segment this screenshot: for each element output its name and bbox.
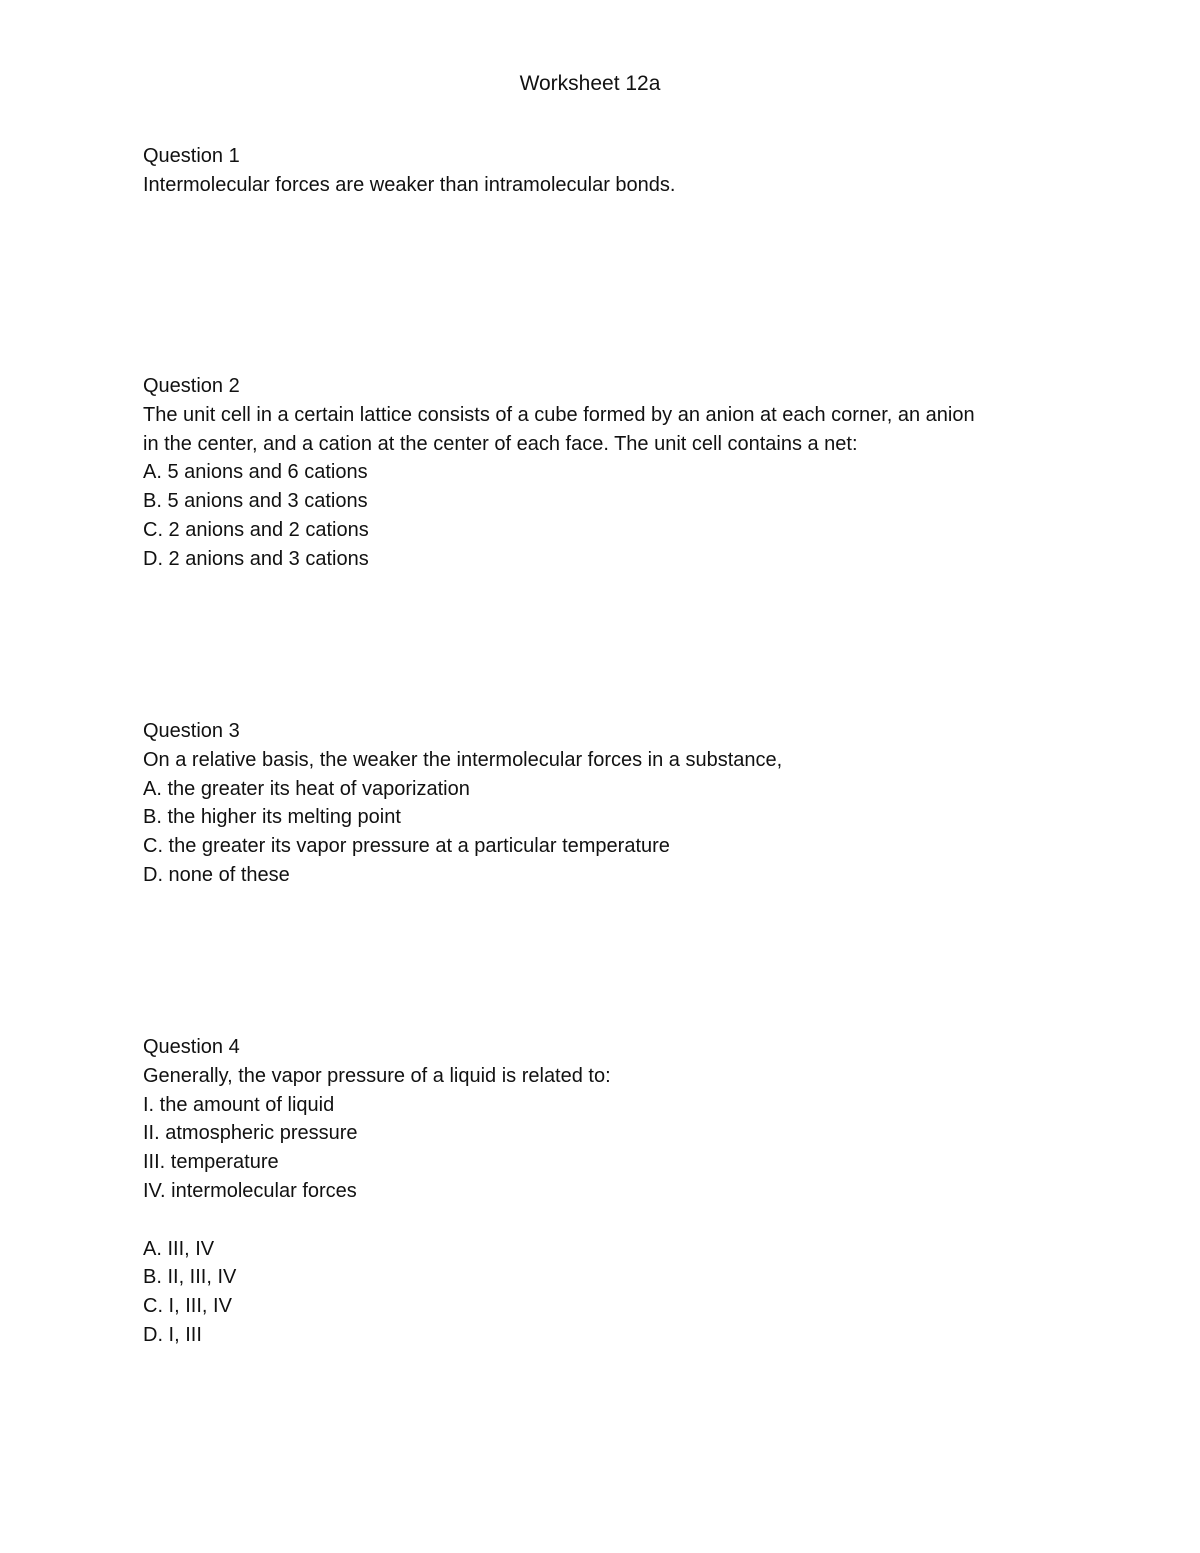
page-title: Worksheet 12a <box>519 72 661 95</box>
answer-choice-c: C. 2 anions and 2 cations <box>143 518 369 541</box>
statement-i: I. the amount of liquid <box>143 1093 335 1116</box>
question-1 <box>143 142 1083 200</box>
answer-choice-a: A. the greater its heat of vaporization <box>143 777 470 800</box>
question-text-line: On a relative basis, the weaker the intermolecular forces in a substance, <box>143 748 783 771</box>
question-text-line: Generally, the vapor pressure of a liquid is related to: <box>143 1064 611 1087</box>
answer-choice-d: D. none of these <box>143 863 290 886</box>
answer-choice-c: C. I, III, IV <box>143 1295 232 1318</box>
question-text-line: in the center, and a cation at the center of each face. The unit cell contains a net: <box>143 432 858 455</box>
question-3 <box>143 717 1083 890</box>
answer-choice-b: B. II, III, IV <box>143 1266 237 1289</box>
question-text-line: Intermolecular forces are weaker than intramolecular bonds. <box>143 173 676 196</box>
answer-choice-b: B. the higher its melting point <box>143 806 401 829</box>
question-heading: Question 4 <box>143 1036 240 1058</box>
answer-choice-d: D. 2 anions and 3 cations <box>143 547 369 570</box>
answer-choice-c: C. the greater its vapor pressure at a particular temperature <box>143 835 670 858</box>
answer-choice-a: A. III, IV <box>143 1237 215 1260</box>
statement-iv: IV. intermolecular forces <box>143 1179 357 1202</box>
question-heading: Question 1 <box>143 145 240 167</box>
question-text-line: The unit cell in a certain lattice consists of a cube formed by an anion at each corner, an anion <box>143 403 975 426</box>
answer-choice-d: D. I, III <box>143 1323 202 1346</box>
statement-ii: II. atmospheric pressure <box>143 1122 358 1145</box>
statement-iii: III. temperature <box>143 1151 279 1174</box>
question-heading: Question 3 <box>143 720 240 742</box>
question-2 <box>143 372 1083 574</box>
answer-choice-b: B. 5 anions and 3 cations <box>143 490 368 513</box>
spacer <box>143 1206 1083 1235</box>
question-heading: Question 2 <box>143 375 240 397</box>
question-4 <box>143 1033 1083 1350</box>
answer-choice-a: A. 5 anions and 6 cations <box>143 461 368 484</box>
